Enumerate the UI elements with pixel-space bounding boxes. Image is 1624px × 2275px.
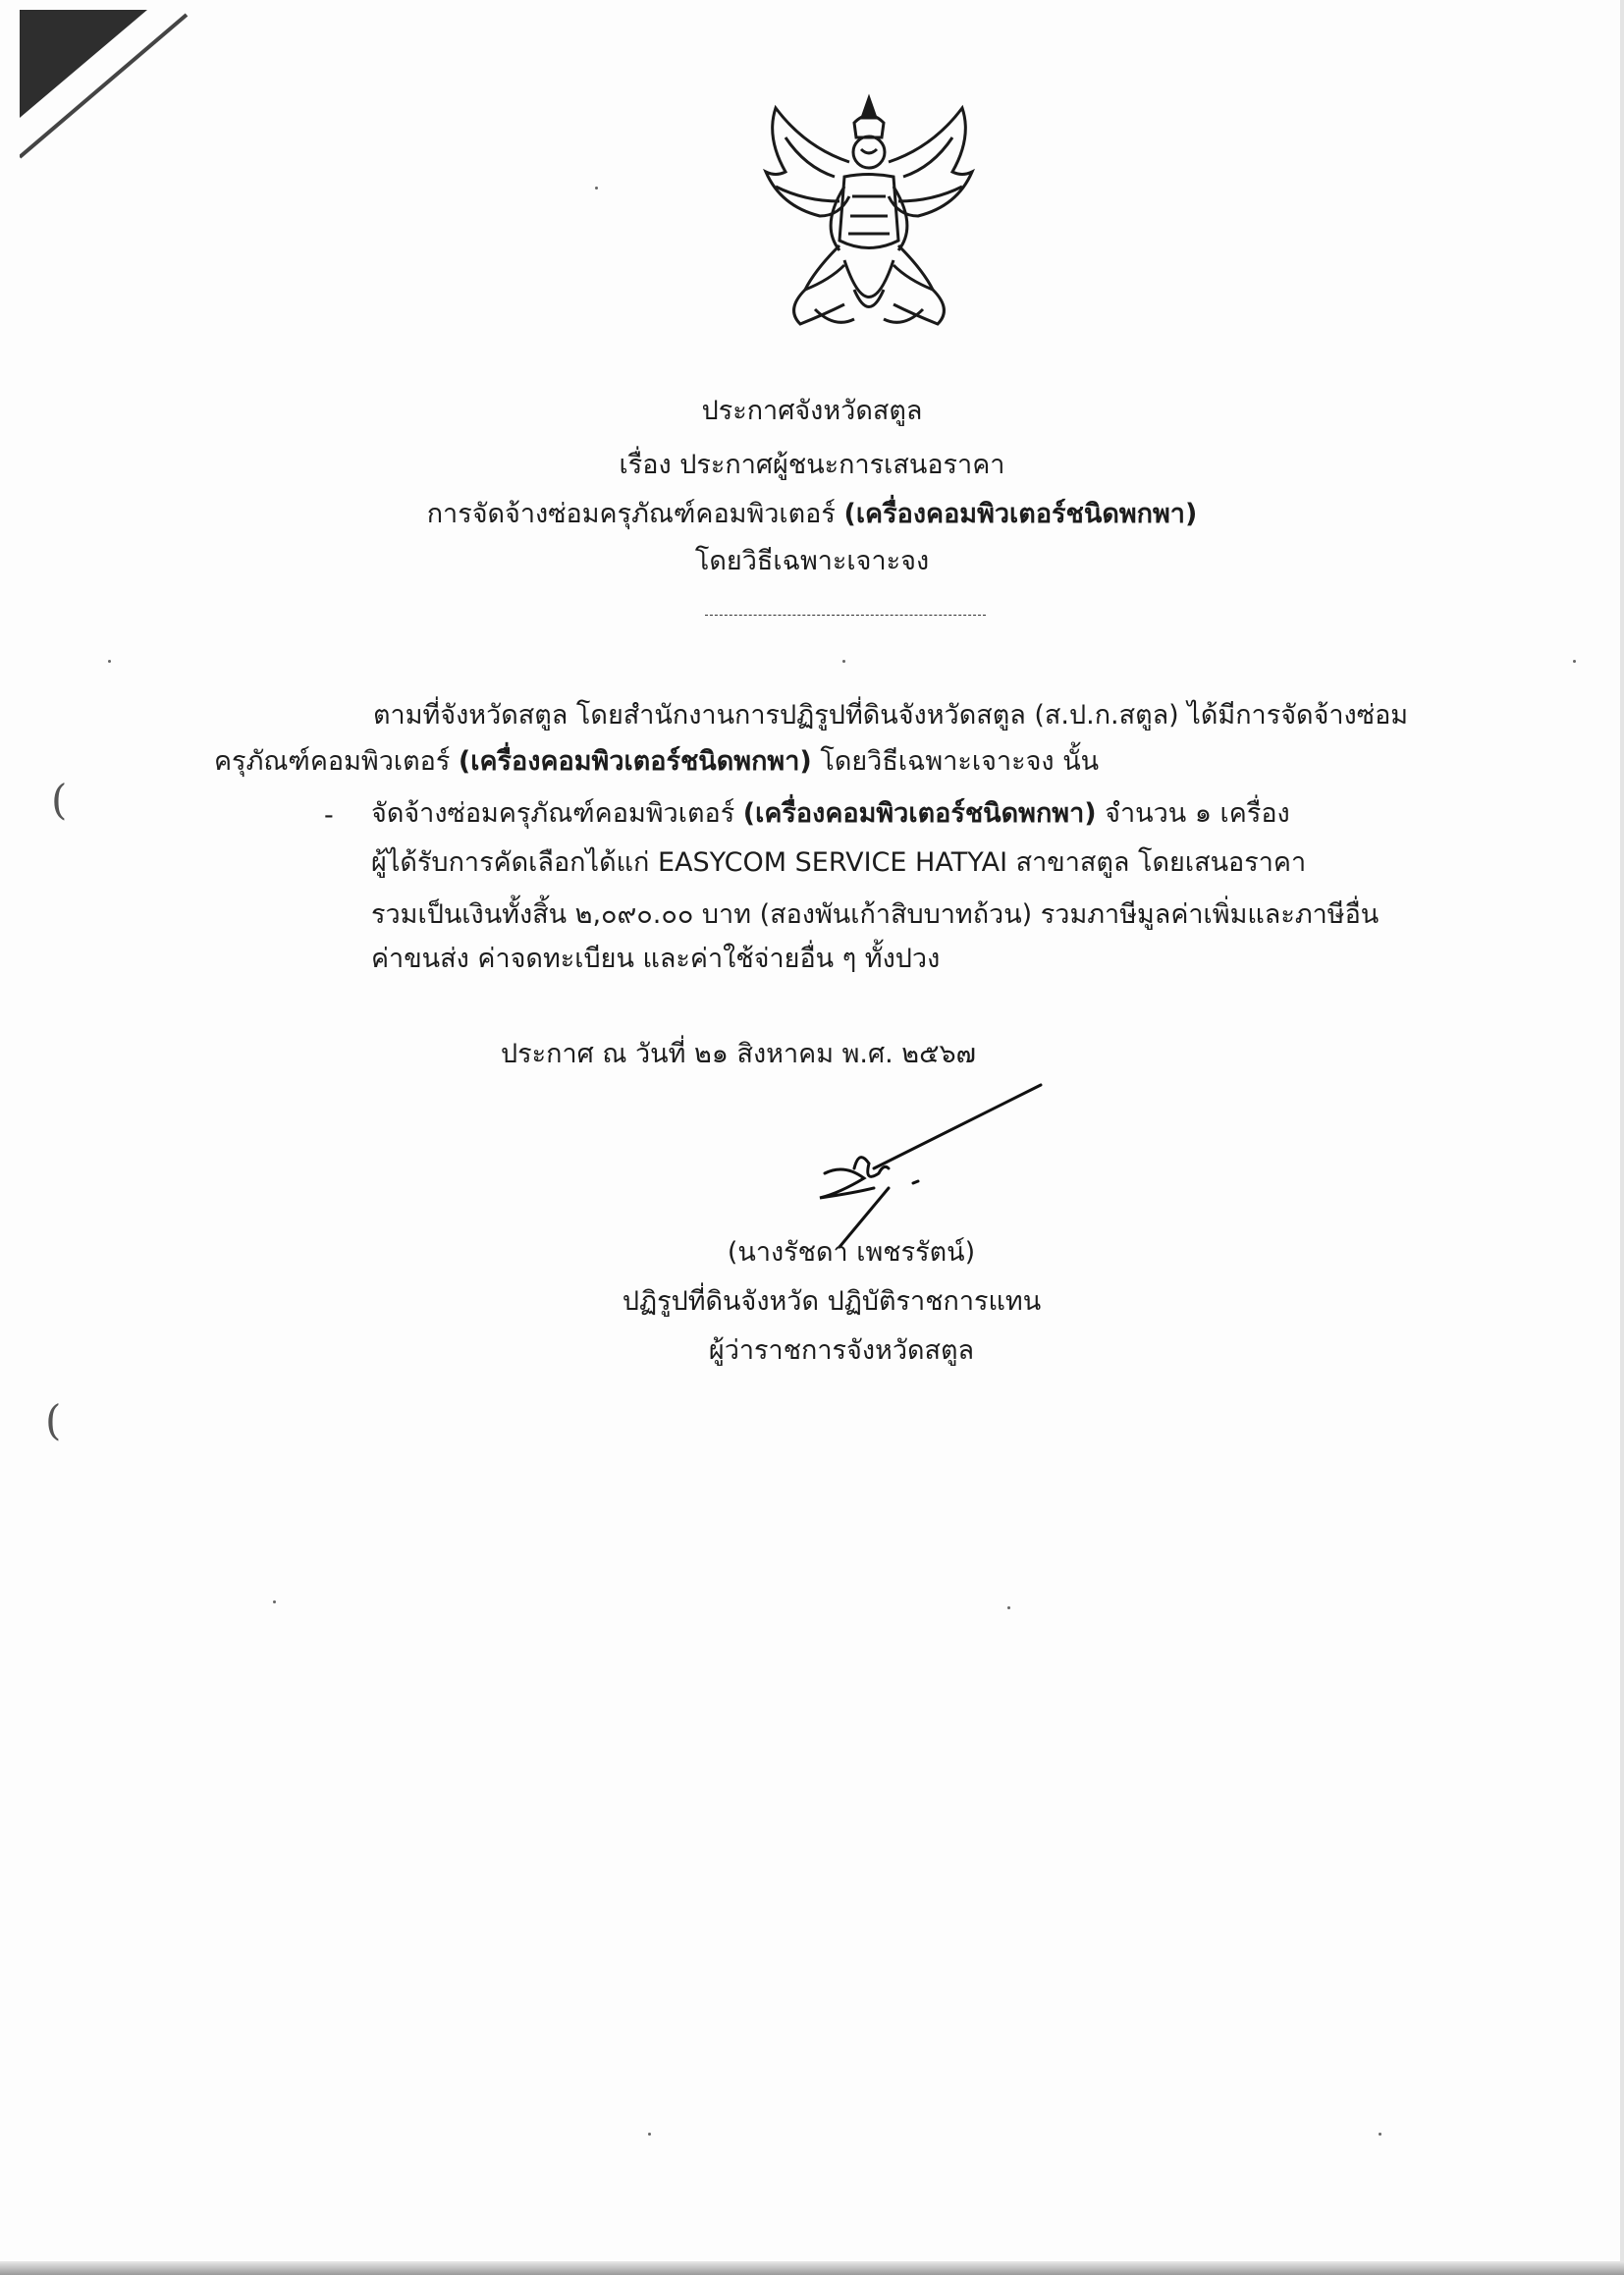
announcement-subject: เรื่อง ประกาศผู้ชนะการเสนอราคา	[619, 450, 1005, 480]
intro-paragraph-line-2	[214, 748, 1099, 775]
bullet-line-1	[371, 800, 1290, 827]
scan-speck	[108, 660, 111, 663]
signer-name: (นางรัชดา เพชรรัตน์)	[727, 1237, 976, 1268]
garuda-emblem-icon	[746, 79, 992, 339]
announcement-method: โดยวิธีเฉพาะเจาะจง	[694, 546, 930, 576]
intro-text-end: โดยวิธีเฉพาะเจาะจง นั้น	[811, 746, 1100, 777]
bullet-quantity: จำนวน ๑ เครื่อง	[1096, 798, 1290, 829]
intro-item-bold: (เครื่องคอมพิวเตอร์ชนิดพกพา)	[458, 746, 812, 777]
procurement-item-bold: (เครื่องคอมพิวเตอร์ชนิดพกพา)	[843, 499, 1198, 529]
margin-hole-mark: (	[51, 776, 68, 824]
bullet-dash: -	[324, 800, 334, 831]
divider	[705, 615, 986, 616]
scan-speck	[648, 2133, 651, 2136]
scan-speck	[273, 1600, 276, 1603]
scan-speck	[1379, 2133, 1381, 2136]
scan-speck	[595, 187, 598, 190]
bullet-line-2: ผู้ได้รับการคัดเลือกได้แก่ EASYCOM SERVICE HATYAI สาขาสตูล โดยเสนอราคา	[371, 847, 1307, 878]
bullet-text: จัดจ้างซ่อมครุภัณฑ์คอมพิวเตอร์	[371, 798, 743, 829]
announcement-date: ประกาศ ณ วันที่ ๒๑ สิงหาคม พ.ศ. ๒๕๖๗	[501, 1039, 976, 1069]
folded-corner-shadow	[20, 10, 196, 167]
margin-hole-mark: (	[45, 1396, 62, 1444]
scan-speck	[842, 660, 845, 663]
announcement-procurement-line	[0, 501, 1624, 527]
scan-speck	[1573, 660, 1576, 663]
signer-on-behalf: ผู้ว่าราชการจังหวัดสตูล	[708, 1335, 975, 1366]
bullet-item-bold: (เครื่องคอมพิวเตอร์ชนิดพกพา)	[742, 798, 1097, 829]
procurement-text: การจัดจ้างซ่อมครุภัณฑ์คอมพิวเตอร์	[426, 499, 844, 529]
page-edge-bottom	[0, 2261, 1624, 2275]
signer-title: ปฏิรูปที่ดินจังหวัด ปฏิบัติราชการแทน	[622, 1286, 1042, 1317]
scan-speck	[1007, 1606, 1010, 1609]
announcement-title: ประกาศจังหวัดสตูล	[701, 396, 923, 426]
page-edge-right	[1620, 0, 1624, 2275]
bullet-line-3: รวมเป็นเงินทั้งสิ้น ๒,๐๙๐.๐๐ บาท (สองพันเก้าสิบบาทถ้วน) รวมภาษีมูลค่าเพิ่มและภาษีอื่น	[371, 899, 1380, 930]
bullet-line-4: ค่าขนส่ง ค่าจดทะเบียน และค่าใช้จ่ายอื่น ๆ ทั้งปวง	[371, 944, 941, 974]
intro-paragraph-line-1: ตามที่จังหวัดสตูล โดยสำนักงานการปฏิรูปที่ดินจังหวัดสตูล (ส.ป.ก.สตูล) ได้มีการจัดจ้างซ่อม	[373, 700, 1409, 731]
intro-text: ครุภัณฑ์คอมพิวเตอร์	[214, 746, 459, 777]
